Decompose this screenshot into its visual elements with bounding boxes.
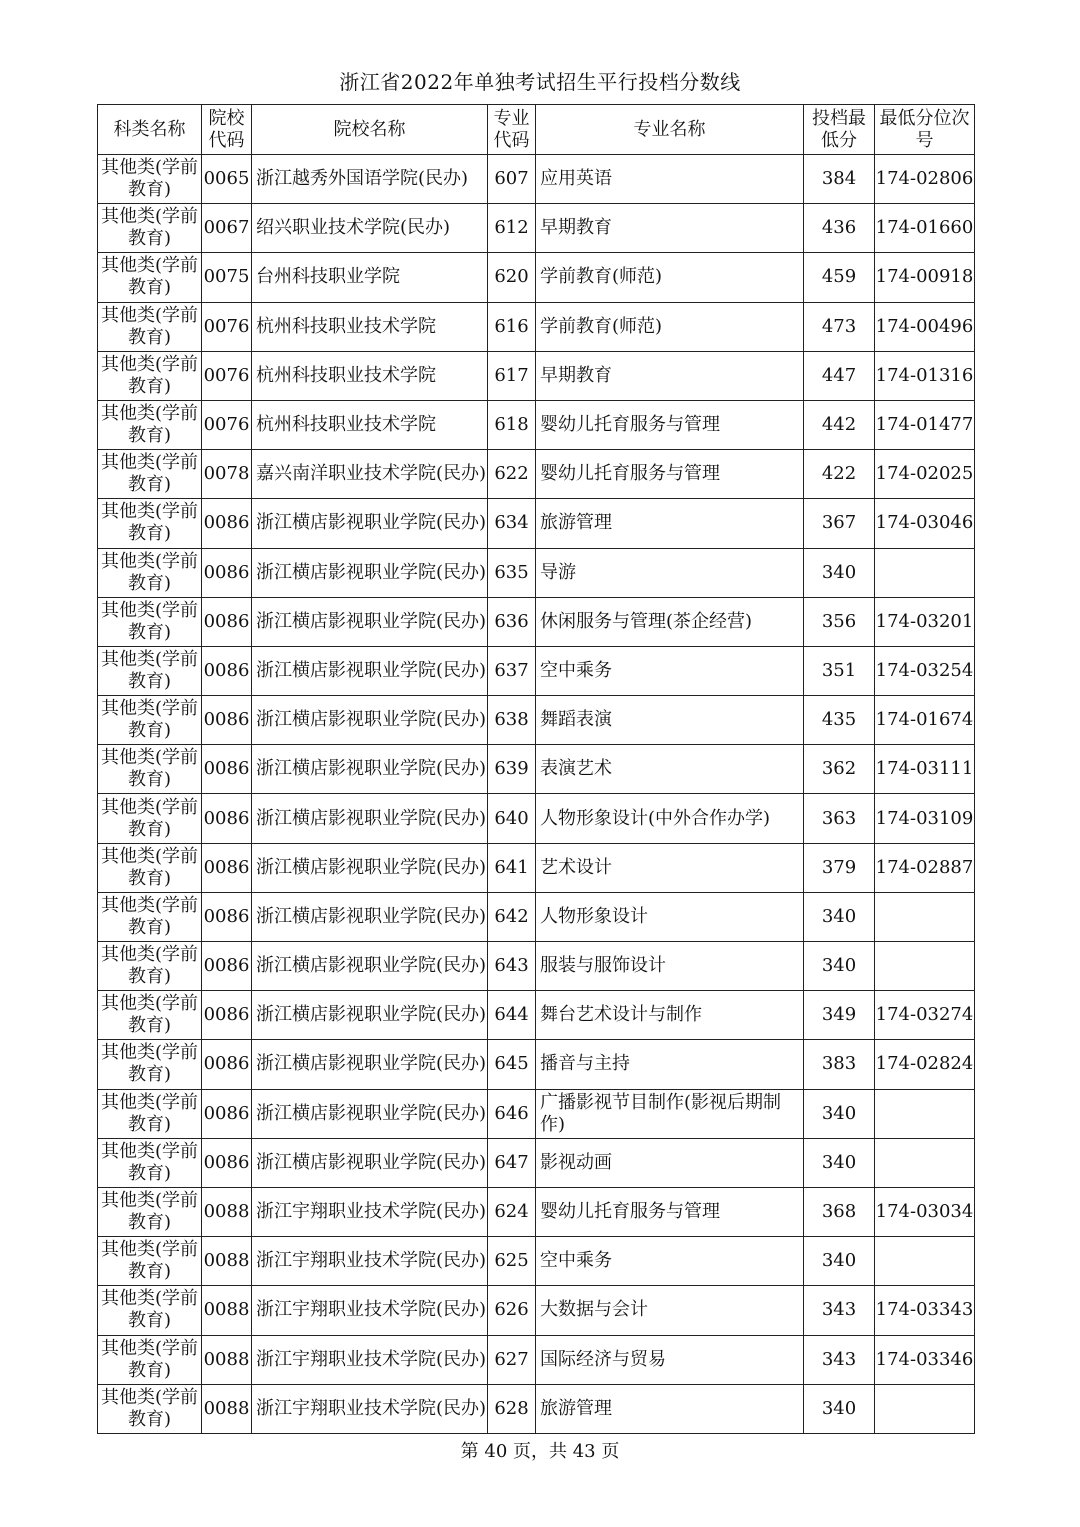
cell-major-name: 表演艺术 <box>536 745 804 794</box>
cell-major-code: 646 <box>488 1089 536 1138</box>
cell-major-code: 647 <box>488 1138 536 1187</box>
cell-category: 其他类(学前教育) <box>98 1187 202 1236</box>
table-row <box>98 696 975 745</box>
cell-major-code: 627 <box>488 1335 536 1384</box>
table-row <box>98 991 975 1040</box>
cell-min-rank: 174-03346 <box>875 1335 975 1384</box>
cell-min-score: 435 <box>804 696 875 745</box>
cell-school-name: 浙江横店影视职业学院(民办) <box>252 892 488 941</box>
cell-category: 其他类(学前教育) <box>98 794 202 843</box>
cell-min-rank <box>875 942 975 991</box>
table-row <box>98 646 975 695</box>
table-row <box>98 204 975 253</box>
table-row <box>98 1138 975 1187</box>
cell-school-code: 0086 <box>202 548 252 597</box>
cell-min-score: 340 <box>804 1089 875 1138</box>
cell-min-score: 442 <box>804 400 875 449</box>
cell-min-rank: 174-03046 <box>875 499 975 548</box>
cell-major-code: 636 <box>488 597 536 646</box>
cell-min-score: 340 <box>804 1384 875 1433</box>
cell-major-name: 人物形象设计(中外合作办学) <box>536 794 804 843</box>
table-row <box>98 499 975 548</box>
cell-category: 其他类(学前教育) <box>98 204 202 253</box>
cell-min-score: 362 <box>804 745 875 794</box>
cell-major-name: 学前教育(师范) <box>536 253 804 302</box>
cell-school-code: 0088 <box>202 1187 252 1236</box>
cell-school-name: 台州科技职业学院 <box>252 253 488 302</box>
cell-category: 其他类(学前教育) <box>98 843 202 892</box>
cell-school-code: 0086 <box>202 1040 252 1089</box>
cell-major-code: 616 <box>488 302 536 351</box>
cell-school-code: 0088 <box>202 1335 252 1384</box>
cell-school-name: 浙江横店影视职业学院(民办) <box>252 991 488 1040</box>
header-major-code: 专业代码 <box>488 105 536 155</box>
cell-category: 其他类(学前教育) <box>98 942 202 991</box>
cell-major-code: 641 <box>488 843 536 892</box>
cell-min-score: 379 <box>804 843 875 892</box>
cell-school-code: 0075 <box>202 253 252 302</box>
cell-school-code: 0086 <box>202 1138 252 1187</box>
cell-min-score: 436 <box>804 204 875 253</box>
cell-min-rank: 174-01477 <box>875 400 975 449</box>
cell-min-score: 384 <box>804 155 875 204</box>
cell-school-code: 0086 <box>202 1089 252 1138</box>
page-footer: 第 40 页，共 43 页 <box>460 1441 620 1462</box>
table-row <box>98 155 975 204</box>
cell-min-rank <box>875 1138 975 1187</box>
table-row <box>98 351 975 400</box>
cell-min-rank: 174-03254 <box>875 646 975 695</box>
cell-school-name: 浙江横店影视职业学院(民办) <box>252 794 488 843</box>
cell-category: 其他类(学前教育) <box>98 1138 202 1187</box>
cell-major-name: 舞台艺术设计与制作 <box>536 991 804 1040</box>
cell-major-code: 638 <box>488 696 536 745</box>
cell-school-code: 0086 <box>202 892 252 941</box>
table-row <box>98 1040 975 1089</box>
header-school-name: 院校名称 <box>252 105 488 155</box>
table-row <box>98 892 975 941</box>
cell-school-name: 杭州科技职业技术学院 <box>252 351 488 400</box>
cell-category: 其他类(学前教育) <box>98 1384 202 1433</box>
cell-major-code: 617 <box>488 351 536 400</box>
table-row <box>98 302 975 351</box>
table-row <box>98 400 975 449</box>
cell-school-name: 浙江宇翔职业技术学院(民办) <box>252 1335 488 1384</box>
cell-min-score: 367 <box>804 499 875 548</box>
cell-major-name: 导游 <box>536 548 804 597</box>
cell-category: 其他类(学前教育) <box>98 302 202 351</box>
cell-min-score: 351 <box>804 646 875 695</box>
cell-school-code: 0086 <box>202 991 252 1040</box>
cell-major-code: 622 <box>488 450 536 499</box>
cell-major-name: 人物形象设计 <box>536 892 804 941</box>
cell-min-rank: 174-00496 <box>875 302 975 351</box>
cell-school-code: 0086 <box>202 646 252 695</box>
cell-min-rank: 174-02025 <box>875 450 975 499</box>
table-row <box>98 794 975 843</box>
page-title: 浙江省2022年单独考试招生平行投档分数线 <box>339 70 741 94</box>
cell-min-score: 349 <box>804 991 875 1040</box>
cell-min-rank <box>875 1237 975 1286</box>
cell-major-name: 舞蹈表演 <box>536 696 804 745</box>
cell-major-code: 635 <box>488 548 536 597</box>
cell-major-name: 大数据与会计 <box>536 1286 804 1335</box>
cell-category: 其他类(学前教育) <box>98 1237 202 1286</box>
cell-min-score: 422 <box>804 450 875 499</box>
cell-major-code: 620 <box>488 253 536 302</box>
cell-category: 其他类(学前教育) <box>98 155 202 204</box>
table-row <box>98 1237 975 1286</box>
cell-category: 其他类(学前教育) <box>98 499 202 548</box>
cell-min-rank: 174-03109 <box>875 794 975 843</box>
cell-major-name: 国际经济与贸易 <box>536 1335 804 1384</box>
cell-min-score: 340 <box>804 548 875 597</box>
cell-school-name: 浙江越秀外国语学院(民办) <box>252 155 488 204</box>
cell-category: 其他类(学前教育) <box>98 646 202 695</box>
header-min-rank: 最低分位次号 <box>875 105 975 155</box>
cell-min-score: 363 <box>804 794 875 843</box>
cell-category: 其他类(学前教育) <box>98 597 202 646</box>
cell-major-name: 旅游管理 <box>536 1384 804 1433</box>
cell-category: 其他类(学前教育) <box>98 1286 202 1335</box>
cell-major-code: 634 <box>488 499 536 548</box>
cell-major-name: 空中乘务 <box>536 646 804 695</box>
cell-category: 其他类(学前教育) <box>98 1040 202 1089</box>
cell-school-code: 0078 <box>202 450 252 499</box>
cell-min-rank: 174-01660 <box>875 204 975 253</box>
cell-school-name: 嘉兴南洋职业技术学院(民办) <box>252 450 488 499</box>
cell-min-rank <box>875 1384 975 1433</box>
header-major-name: 专业名称 <box>536 105 804 155</box>
cell-school-code: 0067 <box>202 204 252 253</box>
cell-category: 其他类(学前教育) <box>98 351 202 400</box>
cell-school-code: 0086 <box>202 794 252 843</box>
cell-min-rank: 174-03343 <box>875 1286 975 1335</box>
cell-category: 其他类(学前教育) <box>98 548 202 597</box>
cell-min-score: 340 <box>804 892 875 941</box>
cell-major-code: 618 <box>488 400 536 449</box>
cell-school-name: 绍兴职业技术学院(民办) <box>252 204 488 253</box>
cell-major-name: 应用英语 <box>536 155 804 204</box>
cell-major-name: 早期教育 <box>536 351 804 400</box>
cell-school-code: 0088 <box>202 1286 252 1335</box>
cell-min-score: 473 <box>804 302 875 351</box>
cell-major-name: 旅游管理 <box>536 499 804 548</box>
table-row <box>98 745 975 794</box>
cell-min-score: 459 <box>804 253 875 302</box>
cell-school-code: 0065 <box>202 155 252 204</box>
cell-category: 其他类(学前教育) <box>98 991 202 1040</box>
cell-major-code: 612 <box>488 204 536 253</box>
table-row <box>98 1286 975 1335</box>
cell-min-rank <box>875 892 975 941</box>
cell-major-name: 广播影视节目制作(影视后期制作) <box>536 1089 804 1138</box>
cell-major-name: 空中乘务 <box>536 1237 804 1286</box>
cell-school-name: 浙江横店影视职业学院(民办) <box>252 942 488 991</box>
cell-school-code: 0076 <box>202 302 252 351</box>
cell-min-rank <box>875 548 975 597</box>
cell-school-name: 浙江横店影视职业学院(民办) <box>252 597 488 646</box>
cell-school-name: 杭州科技职业技术学院 <box>252 302 488 351</box>
cell-category: 其他类(学前教育) <box>98 1335 202 1384</box>
cell-min-score: 340 <box>804 1138 875 1187</box>
cell-major-name: 早期教育 <box>536 204 804 253</box>
cell-min-score: 343 <box>804 1335 875 1384</box>
cell-school-code: 0088 <box>202 1237 252 1286</box>
cell-min-score: 447 <box>804 351 875 400</box>
cell-school-code: 0086 <box>202 499 252 548</box>
cell-min-score: 356 <box>804 597 875 646</box>
cell-min-score: 383 <box>804 1040 875 1089</box>
cell-school-code: 0076 <box>202 400 252 449</box>
cell-min-rank: 174-02806 <box>875 155 975 204</box>
header-category: 科类名称 <box>98 105 202 155</box>
cell-school-name: 浙江宇翔职业技术学院(民办) <box>252 1384 488 1433</box>
cell-min-score: 368 <box>804 1187 875 1236</box>
table-row <box>98 597 975 646</box>
cell-school-name: 浙江横店影视职业学院(民办) <box>252 696 488 745</box>
cell-school-name: 浙江宇翔职业技术学院(民办) <box>252 1187 488 1236</box>
cell-major-code: 625 <box>488 1237 536 1286</box>
table-header-row <box>98 105 975 155</box>
cell-major-name: 婴幼儿托育服务与管理 <box>536 450 804 499</box>
cell-min-score: 340 <box>804 1237 875 1286</box>
cell-school-code: 0086 <box>202 696 252 745</box>
cell-major-name: 艺术设计 <box>536 843 804 892</box>
cell-category: 其他类(学前教育) <box>98 892 202 941</box>
cell-school-code: 0076 <box>202 351 252 400</box>
cell-major-code: 639 <box>488 745 536 794</box>
cell-school-name: 浙江横店影视职业学院(民办) <box>252 843 488 892</box>
table-row <box>98 1187 975 1236</box>
cell-school-code: 0088 <box>202 1384 252 1433</box>
cell-major-code: 645 <box>488 1040 536 1089</box>
cell-major-name: 学前教育(师范) <box>536 302 804 351</box>
table-row <box>98 548 975 597</box>
cell-major-name: 影视动画 <box>536 1138 804 1187</box>
cell-category: 其他类(学前教育) <box>98 745 202 794</box>
cell-min-rank: 174-02887 <box>875 843 975 892</box>
cell-min-rank: 174-00918 <box>875 253 975 302</box>
cell-major-name: 婴幼儿托育服务与管理 <box>536 1187 804 1236</box>
cell-school-code: 0086 <box>202 597 252 646</box>
cell-min-score: 340 <box>804 942 875 991</box>
table-row <box>98 450 975 499</box>
cell-min-rank: 174-03034 <box>875 1187 975 1236</box>
cell-school-code: 0086 <box>202 843 252 892</box>
cell-min-rank: 174-01316 <box>875 351 975 400</box>
cell-min-rank: 174-03111 <box>875 745 975 794</box>
cell-category: 其他类(学前教育) <box>98 400 202 449</box>
cell-min-rank: 174-03274 <box>875 991 975 1040</box>
cell-major-code: 643 <box>488 942 536 991</box>
cell-category: 其他类(学前教育) <box>98 253 202 302</box>
cell-school-name: 浙江宇翔职业技术学院(民办) <box>252 1286 488 1335</box>
cell-min-score: 343 <box>804 1286 875 1335</box>
cell-major-code: 637 <box>488 646 536 695</box>
cell-school-name: 浙江横店影视职业学院(民办) <box>252 499 488 548</box>
table-row <box>98 942 975 991</box>
cell-school-name: 杭州科技职业技术学院 <box>252 400 488 449</box>
header-school-code: 院校代码 <box>202 105 252 155</box>
cell-min-rank <box>875 1089 975 1138</box>
cell-min-rank: 174-01674 <box>875 696 975 745</box>
cell-school-name: 浙江横店影视职业学院(民办) <box>252 1040 488 1089</box>
cell-school-name: 浙江宇翔职业技术学院(民办) <box>252 1237 488 1286</box>
cell-school-name: 浙江横店影视职业学院(民办) <box>252 646 488 695</box>
cell-major-name: 播音与主持 <box>536 1040 804 1089</box>
cell-school-name: 浙江横店影视职业学院(民办) <box>252 745 488 794</box>
header-min-score: 投档最低分 <box>804 105 875 155</box>
cell-major-code: 644 <box>488 991 536 1040</box>
table-row <box>98 1384 975 1433</box>
table-row <box>98 253 975 302</box>
cell-min-rank: 174-03201 <box>875 597 975 646</box>
cell-major-code: 628 <box>488 1384 536 1433</box>
cell-school-name: 浙江横店影视职业学院(民办) <box>252 548 488 597</box>
cell-major-code: 607 <box>488 155 536 204</box>
cell-category: 其他类(学前教育) <box>98 1089 202 1138</box>
cell-school-name: 浙江横店影视职业学院(民办) <box>252 1089 488 1138</box>
table-row <box>98 1089 975 1138</box>
cell-major-code: 626 <box>488 1286 536 1335</box>
cell-major-code: 624 <box>488 1187 536 1236</box>
table-row <box>98 843 975 892</box>
score-table <box>97 104 975 1434</box>
cell-major-name: 婴幼儿托育服务与管理 <box>536 400 804 449</box>
cell-min-rank: 174-02824 <box>875 1040 975 1089</box>
cell-school-code: 0086 <box>202 745 252 794</box>
cell-category: 其他类(学前教育) <box>98 450 202 499</box>
cell-category: 其他类(学前教育) <box>98 696 202 745</box>
cell-major-code: 642 <box>488 892 536 941</box>
table-row <box>98 1335 975 1384</box>
cell-major-name: 休闲服务与管理(茶企经营) <box>536 597 804 646</box>
cell-school-name: 浙江横店影视职业学院(民办) <box>252 1138 488 1187</box>
cell-school-code: 0086 <box>202 942 252 991</box>
cell-major-name: 服装与服饰设计 <box>536 942 804 991</box>
cell-major-code: 640 <box>488 794 536 843</box>
